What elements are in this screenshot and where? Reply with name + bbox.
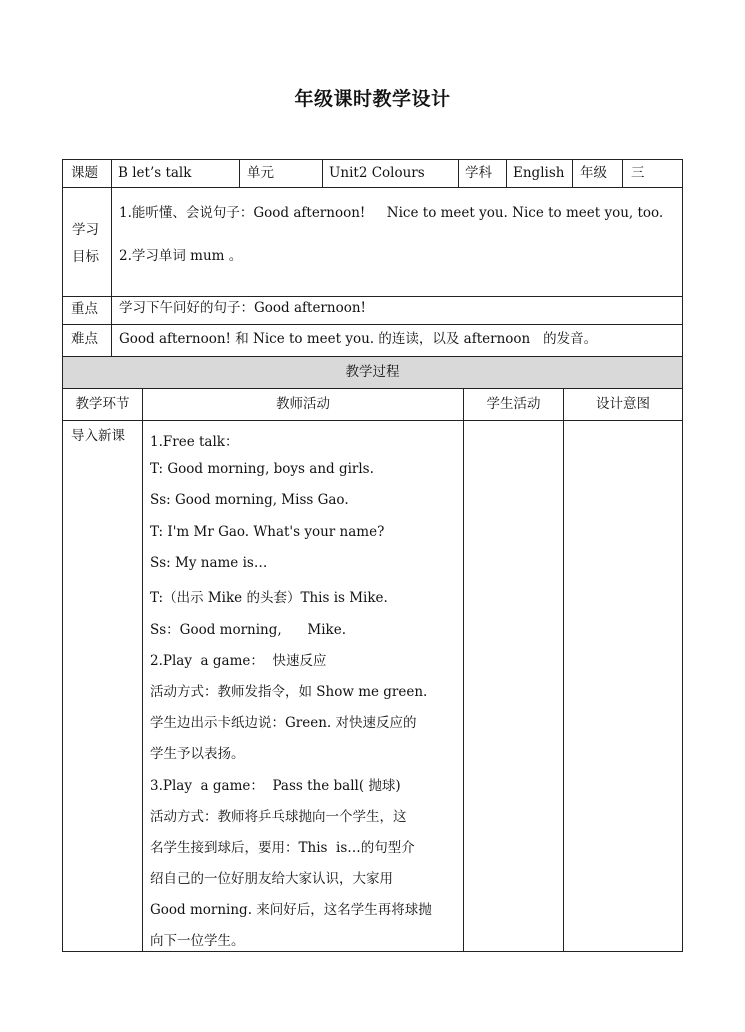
- subject-value: English: [513, 165, 565, 181]
- column-header-teacher-activity: 教师活动: [276, 396, 330, 412]
- teacher-activity-line: T:（出示 Mike 的头套）This is Mike.: [150, 590, 388, 606]
- table-rule: [111, 159, 112, 357]
- table-rule: [62, 187, 683, 188]
- table-border-bottom: [62, 951, 683, 952]
- teacher-activity-line: 学生予以表扬。: [150, 746, 245, 762]
- teacher-activity-line: Ss：Good morning, Mike.: [150, 622, 347, 638]
- objectives-label-line2: 目标: [72, 249, 99, 265]
- objectives-label-line1: 学习: [72, 222, 99, 238]
- unit-label: 单元: [247, 165, 274, 181]
- teacher-activity-line: 向下一位学生。: [150, 933, 245, 949]
- table-border-top: [62, 159, 683, 160]
- stage-name: 导入新课: [71, 428, 125, 444]
- teacher-activity-line: 3.Play a game： Pass the ball( 抛球): [150, 778, 401, 794]
- subject-label: 学科: [465, 165, 492, 181]
- table-rule: [458, 159, 459, 188]
- column-header-student-activity: 学生活动: [486, 396, 541, 412]
- teacher-activity-line: Ss: My name is…: [150, 555, 268, 571]
- table-rule: [622, 159, 623, 188]
- grade-value: 三: [631, 165, 645, 181]
- student-activity-cell: [464, 421, 563, 951]
- teacher-activity-line: 活动方式：教师发指令，如 Show me green.: [150, 684, 428, 700]
- unit-value: Unit2 Colours: [329, 165, 425, 181]
- teacher-activity-line: Ss: Good morning, Miss Gao.: [150, 492, 349, 508]
- table-rule: [239, 159, 240, 188]
- teacher-activity-line: 绍自己的一位好朋友给大家认识，大家用: [150, 871, 393, 887]
- table-rule: [322, 159, 323, 188]
- teacher-activity-line: T: I'm Mr Gao. What's your name?: [150, 524, 385, 540]
- teacher-activity-line: 学生边出示卡纸边说：Green. 对快速反应的: [150, 715, 417, 731]
- topic-value: B let’s talk: [118, 165, 192, 181]
- teacher-activity-line: T: Good morning, boys and girls.: [150, 461, 374, 477]
- teacher-activity-line: 名学生接到球后，要用：This is…的句型介: [150, 840, 415, 856]
- table-rule: [506, 159, 507, 188]
- table-rule: [572, 159, 573, 188]
- column-header-design-intent: 设计意图: [596, 396, 650, 412]
- table-border-left: [62, 159, 63, 952]
- difficulties-value: Good afternoon! 和 Nice to meet you. 的连读，以及 afternoon 的发音。: [119, 331, 598, 347]
- design-intent-cell: [564, 421, 682, 951]
- process-header: 教学过程: [345, 364, 400, 380]
- table-rule: [62, 296, 683, 297]
- table-rule: [62, 324, 683, 325]
- key-points-value: 学习下午问好的句子：Good afternoon!: [119, 300, 366, 316]
- difficulties-label: 难点: [71, 331, 98, 347]
- table-rule: [62, 356, 683, 357]
- table-border-right: [682, 159, 683, 952]
- topic-label: 课题: [71, 165, 98, 181]
- column-header-stage: 教学环节: [75, 396, 130, 412]
- page-title: 年级课时教学设计: [294, 88, 451, 110]
- teacher-activity-line: Good morning. 来问好后，这名学生再将球抛: [150, 902, 432, 918]
- key-points-label: 重点: [71, 301, 98, 317]
- objective-item-1: 1.能听懂、会说句子：Good afternoon! Nice to meet you. Nice to meet you, too.: [119, 205, 664, 221]
- table-rule: [62, 388, 683, 389]
- objective-item-2: 2.学习单词 mum 。: [119, 248, 243, 264]
- table-rule: [142, 388, 143, 952]
- teacher-activity-line: 2.Play a game： 快速反应: [150, 653, 327, 669]
- teacher-activity-line: 1.Free talk：: [150, 434, 239, 450]
- teacher-activity-line: 活动方式：教师将乒乓球抛向一个学生，这: [150, 809, 407, 825]
- grade-label: 年级: [580, 165, 607, 181]
